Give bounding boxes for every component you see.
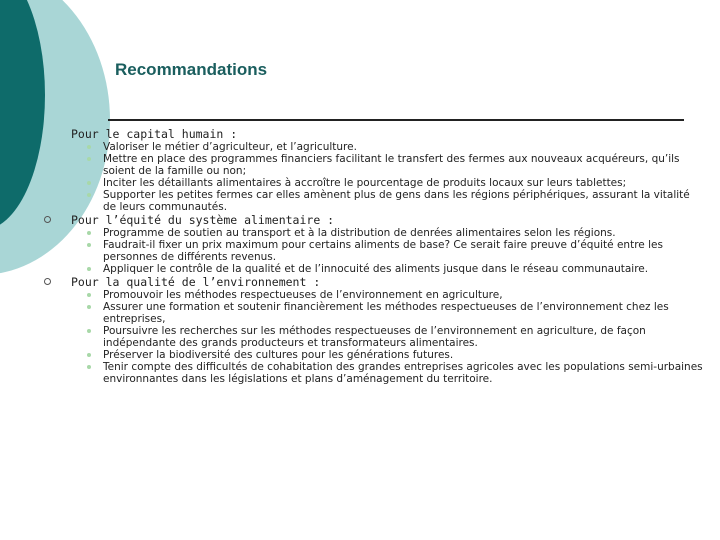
list-item — [84, 263, 704, 275]
section-equite-alimentaire — [44, 213, 704, 275]
section-qualite-environnement — [44, 275, 704, 385]
bullet-icon — [87, 365, 91, 369]
item-text: Mettre en place des programmes financiers facilitant le transfert des fermes aux nouveaux acquéreurs, qu’ils soient de la famille ou non; — [103, 153, 680, 177]
item-text: Assurer une formation et soutenir financièrement les méthodes respectueuses de l’environnement chez les entreprises, — [103, 301, 669, 325]
list-item — [84, 349, 704, 361]
item-list — [84, 141, 704, 213]
item-text: Inciter les détaillants alimentaires à accroître le pourcentage de produits locaux sur leurs tablettes; — [103, 177, 627, 189]
circle-bullet-icon — [44, 216, 51, 223]
item-text: Tenir compte des difficultés de cohabitation des grandes entreprises agricoles avec les populations semi-urbaines environnantes dans les législations et plans d’aménagement du territoire. — [103, 361, 703, 385]
item-text: Faudrait-il fixer un prix maximum pour certains aliments de base? Ce serait faire preuve d’équité entre les personnes de différents revenus. — [103, 239, 663, 263]
item-list — [84, 227, 704, 275]
bullet-icon — [87, 305, 91, 309]
list-item — [84, 141, 704, 153]
item-text: Préserver la biodiversité des cultures pour les générations futures. — [103, 349, 454, 361]
list-item — [84, 301, 704, 325]
list-item — [84, 189, 704, 213]
bullet-icon — [87, 193, 91, 197]
section-heading: Pour l’équité du système alimentaire : — [71, 213, 335, 227]
slide-title: Recommandations — [115, 60, 268, 79]
item-text: Poursuivre les recherches sur les méthodes respectueuses de l’environnement en agriculture, de façon indépendante des grands producteurs et transformateurs alimentaires. — [103, 325, 646, 349]
bullet-icon — [87, 157, 91, 161]
item-text: Programme de soutien au transport et à la distribution de denrées alimentaires selon les régions. — [103, 227, 616, 239]
item-text: Promouvoir les méthodes respectueuses de l’environnement en agriculture, — [103, 289, 503, 301]
bullet-icon — [87, 243, 91, 247]
title-divider — [108, 119, 684, 121]
section-heading: Pour la qualité de l’environnement : — [71, 275, 321, 289]
bullet-icon — [87, 181, 91, 185]
item-text: Supporter les petites fermes car elles amènent plus de gens dans les régions périphériques, assurant la vitalité de leurs communautés. — [103, 189, 690, 213]
list-item — [84, 361, 704, 385]
section-capital-humain — [44, 127, 704, 213]
bullet-icon — [87, 293, 91, 297]
bullet-icon — [87, 267, 91, 271]
list-item — [84, 227, 704, 239]
item-text: Valoriser le métier d’agriculteur, et l’agriculture. — [103, 141, 357, 153]
list-item — [84, 177, 704, 189]
slide-content — [44, 127, 704, 385]
item-list — [84, 289, 704, 385]
bullet-icon — [87, 231, 91, 235]
list-item — [84, 239, 704, 263]
bullet-icon — [87, 145, 91, 149]
list-item — [84, 153, 704, 177]
bullet-icon — [87, 329, 91, 333]
circle-bullet-icon — [44, 278, 51, 285]
list-item — [84, 325, 704, 349]
bullet-icon — [87, 353, 91, 357]
item-text: Appliquer le contrôle de la qualité et de l’innocuité des aliments jusque dans le réseau communautaire. — [103, 263, 649, 275]
list-item — [84, 289, 704, 301]
section-heading: Pour le capital humain : — [71, 127, 238, 141]
